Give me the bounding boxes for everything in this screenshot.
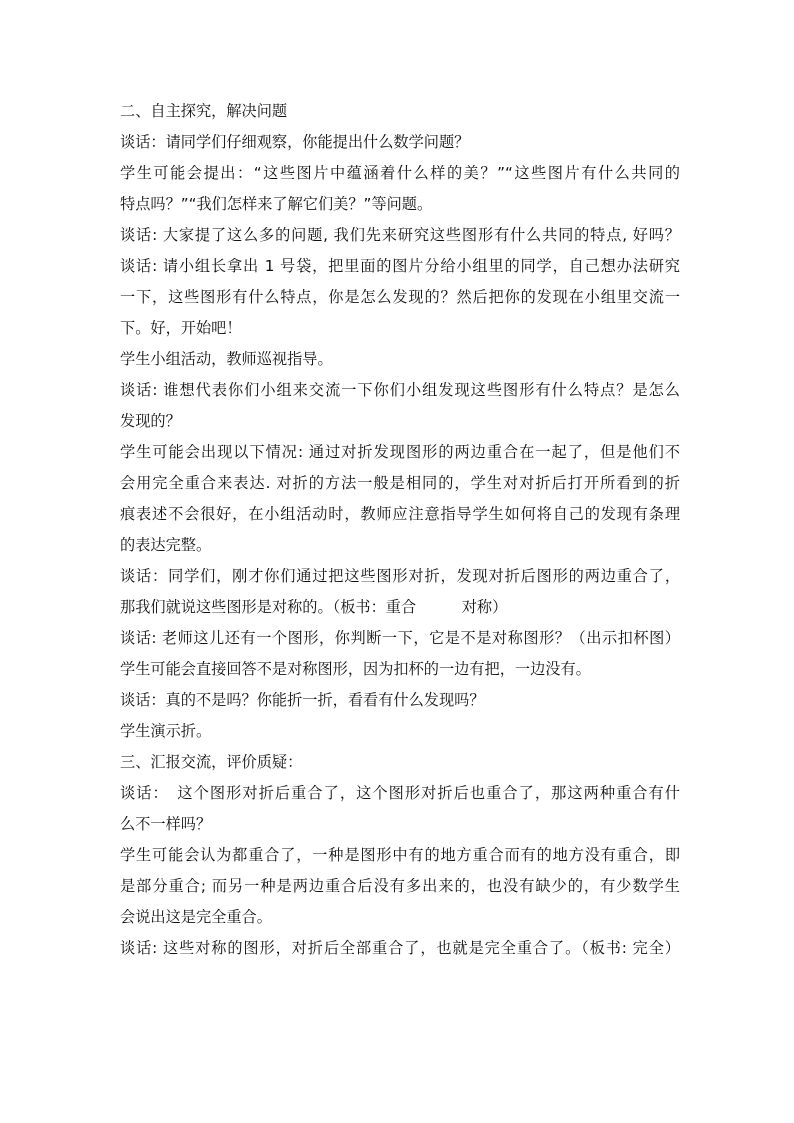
paragraph-line: 会用完全重合来表达. 对折的方法一般是相同的，学生对对折后打开所看到的折: [120, 474, 680, 492]
paragraph-line: 谈话: 谁想代表你们小组来交流一下你们小组发现这些图形有什么特点？是怎么: [120, 381, 680, 399]
paragraph-line: 的表达完整。: [120, 536, 212, 554]
document-body: [120, 96, 680, 964]
paragraph-line: 是部分重合; 而另一种是两边重合后没有多出来的，也没有缺少的，有少数学生: [120, 877, 680, 895]
paragraph-line: 学生可能会直接回答不是对称图形，因为扣杯的一边有把，一边没有。: [120, 660, 591, 678]
paragraph-line: 谈话: 大家提了这么多的问题, 我们先来研究这些图形有什么共同的特点, 好吗？: [120, 226, 680, 244]
paragraph-line: 发现的？: [120, 412, 181, 430]
paragraph-line: 特点吗？”“我们怎样来了解它们美？”等问题。: [120, 195, 433, 213]
paragraph-line: 谈话：同学们，刚才你们通过把这些图形对折，发现对折后图形的两边重合了，: [120, 567, 680, 585]
paragraph-line: 那我们就说这些图形是对称的。（板书：重合 对称）: [120, 598, 508, 616]
paragraph-line: 么不一样吗？: [120, 815, 212, 833]
paragraph-line: 学生演示折。: [120, 722, 212, 740]
section-heading: 三、汇报交流，评价质疑：: [120, 753, 303, 771]
paragraph-line: 下。好，开始吧！: [120, 319, 242, 337]
paragraph-line: 痕表述不会很好，在小组活动时，教师应注意指导学生如何将自己的发现有条理: [120, 505, 680, 523]
paragraph-line: 学生可能会出现以下情况: 通过对折发现图形的两边重合在一起了，但是他们不: [120, 443, 680, 461]
paragraph-line: 学生可能会提出：“这些图片中蕴涵着什么样的美？”“这些图片有什么共同的: [120, 164, 680, 182]
paragraph-line: 谈话： 这个图形对折后重合了，这个图形对折后也重合了，那这两种重合有什: [120, 784, 680, 802]
paragraph-line: 谈话: 这些对称的图形，对折后全部重合了，也就是完全重合了。（板书: 完全）: [120, 939, 680, 957]
paragraph-line: 谈话: 请小组长拿出 1 号袋，把里面的图片分给小组里的同学，自己想办法研究: [120, 257, 680, 275]
paragraph-line: 谈话: 老师这儿还有一个图形，你判断一下，它是不是对称图形？（出示扣杯图）: [120, 629, 680, 647]
paragraph-line: 一下，这些图形有什么特点，你是怎么发现的？然后把你的发现在小组里交流一: [120, 288, 680, 306]
paragraph-line: 谈话：请同学们仔细观察，你能提出什么数学问题？: [120, 133, 470, 151]
paragraph-line: 学生小组活动，教师巡视指导。: [120, 350, 333, 368]
section-heading: 二、自主探究，解决问题: [120, 102, 288, 120]
paragraph-line: 学生可能会认为都重合了，一种是图形中有的地方重合而有的地方没有重合，即: [120, 846, 680, 864]
paragraph-line: 会说出这是完全重合。: [120, 908, 272, 926]
paragraph-line: 谈话：真的不是吗？你能折一折，看看有什么发现吗？: [120, 691, 485, 709]
